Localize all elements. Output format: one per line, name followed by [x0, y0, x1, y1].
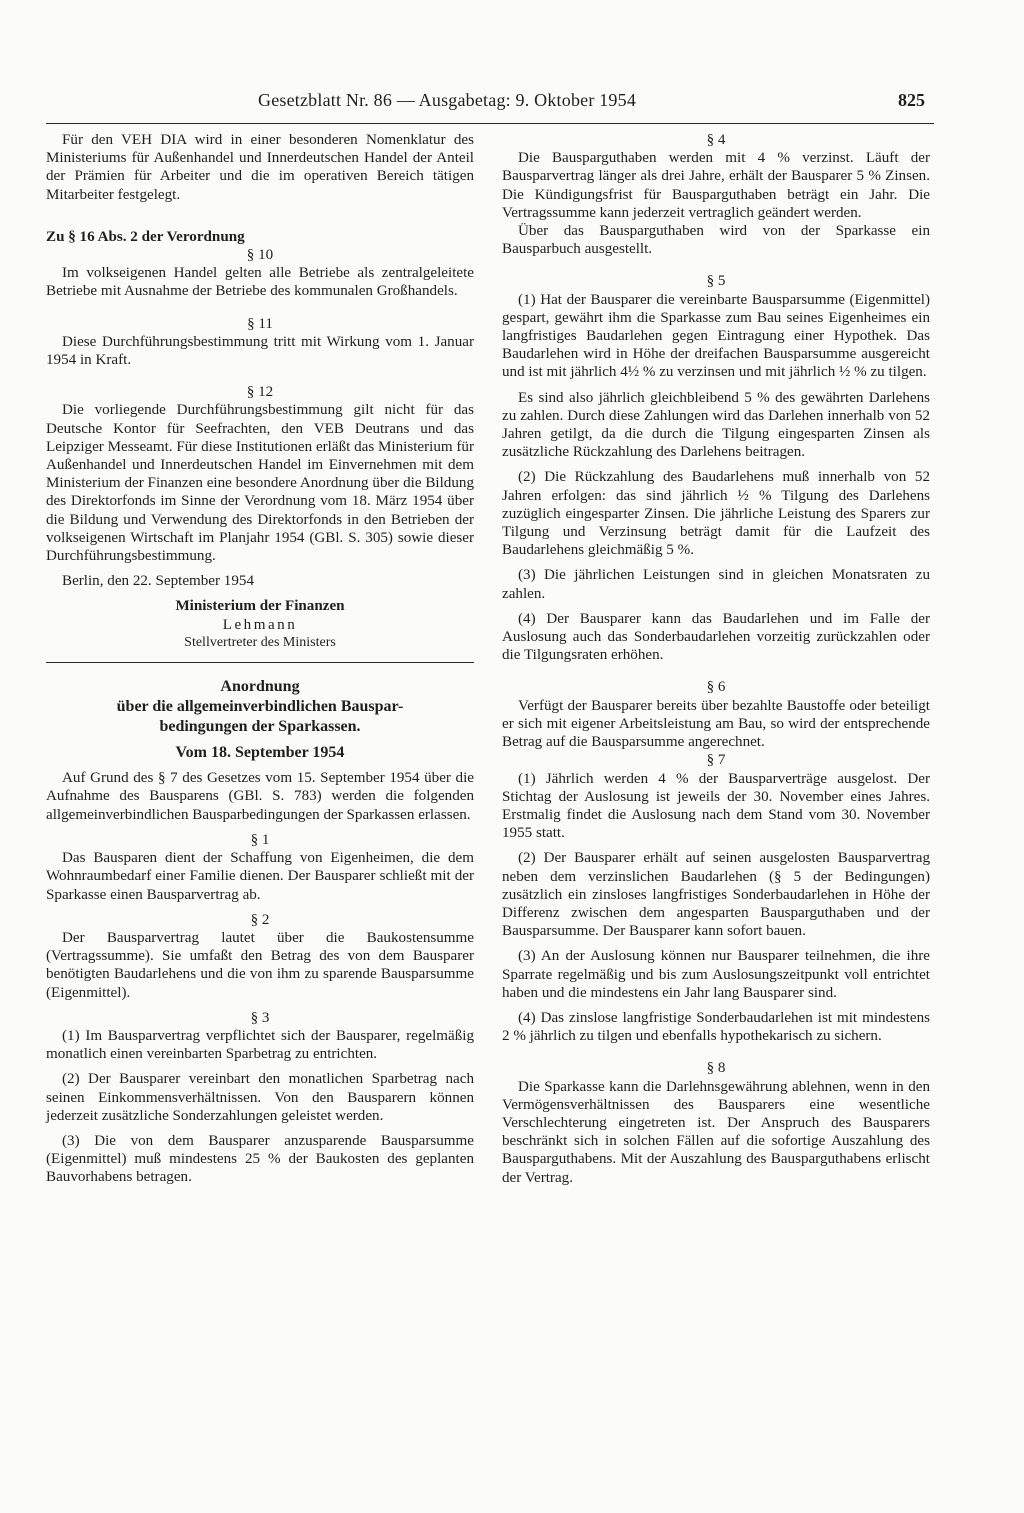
- section-11-heading: § 11: [247, 315, 273, 332]
- anordnung-title-line-1: Anordnung: [220, 678, 300, 696]
- section-8-heading: § 8: [706, 1060, 726, 1077]
- anordnung-title-line-2: über die allgemeinverbindlichen Bauspar-: [116, 698, 404, 716]
- section-12-heading: § 12: [246, 384, 274, 401]
- page-header: [0, 90, 1024, 120]
- section-5-para-2: Es sind also jährlich gleichbleibend 5 % des gewährten Darlehens zu zahlen. Durch diese Zahlungen wird das Darlehen innerhalb von 52 Jahren getilgt, da die durch die Tilgung eingesparten Zinsen als zusätzliche Rückzahlung des Darlehens beitragen.: [502, 389, 930, 461]
- section-3-heading: § 3: [250, 1009, 270, 1026]
- section-7-heading: § 7: [706, 752, 726, 769]
- anordnung-title-line-3: bedingungen der Sparkassen.: [159, 718, 361, 736]
- section-6-text: Verfügt der Bausparer bereits über bezahlte Baustoffe oder beteiligt er sich mit eigener Arbeitsleistung am Bau, so wird der entsprechende Betrag auf die Bausparsumme angerechnet.: [502, 697, 930, 751]
- section-10-text: Im volkseigenen Handel gelten alle Betriebe als zentralgeleitete Betriebe mit Ausnahme der Betriebe des kommunalen Großhandels.: [46, 265, 474, 300]
- header-rule: [46, 123, 934, 124]
- section-2-heading: § 2: [250, 911, 270, 928]
- section-7-para-4: (4) Das zinslose langfristige Sonderbaudarlehen ist mit mindestens 2 % jährlich zu tilgen und ebenfalls hypothekarisch zu sichern.: [502, 1009, 930, 1045]
- section-7-para-1: (1) Jährlich werden 4 % der Bausparverträge ausgelost. Der Stichtag der Auslosung ist jeweils der 30. November eines Jahres. Erstmalig findet die Auslosung nach dem Stand vom 30. November 1955 statt.: [502, 770, 930, 842]
- header-title: Gesetzblatt Nr. 86 — Ausgabetag: 9. Oktober 1954: [258, 90, 637, 110]
- section-1-heading: § 1: [250, 831, 270, 848]
- section-10-heading: § 10: [246, 247, 274, 264]
- section-5-para-3: (2) Die Rückzahlung des Baudarlehens muß innerhalb von 52 Jahren erfolgen: das sind jährlich ½ % Tilgung des Darlehens zuzüglich eingesparter Zinsen. Die jährliche Leistung des Sparers zur Tilgung und Verzinsung beträgt damit für die Laufzeit des Baudarlehens gleichmäßig 5 %.: [502, 469, 930, 559]
- section-4-heading: § 4: [706, 132, 726, 148]
- section-divider: [46, 662, 474, 663]
- signer-role: Stellvertreter des Ministers: [184, 634, 336, 650]
- ministry-name: Ministerium der Finanzen: [175, 598, 345, 615]
- section-2-text: Der Bausparvertrag lautet über die Baukostensumme (Vertragssumme). Sie umfaßt den Betrag des von dem Bausparer benötigten Baudarlehens und die von ihm zu sparende Bausparsumme (Eigenmittel).: [46, 929, 474, 1001]
- anordnung-date: Vom 18. September 1954: [175, 744, 345, 762]
- section-3-para-1: (1) Im Bausparvertrag verpflichtet sich der Bausparer, regelmäßig monatlich einen vereinbarten Sparbetrag zu entrichten.: [46, 1027, 474, 1063]
- section-12-text: Die vorliegende Durchführungsbestimmung gilt nicht für das Deutsche Kontor für Seefrachten, den VEB Deutrans und das Leipziger Messeamt. Für diese Institutionen erläßt das Ministerium für Außenhandel und Innerdeutschen Handel im Einvernehmen mit dem Ministerium der Finanzen eine besondere Anordnung über die Bildung des Direktorfonds im Sinne der Verordnung vom 18. März 1954 über die Bildung und Verwendung des Direktorfonds in den Betrieben der volkseigenen Wirtschaft im Planjahr 1954 (GBl. S. 305) sowie dieser Durchführungsbestimmung.: [46, 402, 474, 565]
- section-5-para-1: (1) Hat der Bausparer die vereinbarte Bausparsumme (Eigenmittel) gespart, gewährt ihm die Sparkasse zum Bau seines Eigenheimes ein langfristiges Baudarlehen gegen Eintragung einer Hypothek. Das Baudarlehen wird in Höhe der dreifachen Bausparsumme ausgereicht und ist mit jährlich 4½ % zu verzinsen und mit jährlich ½ % zu tilgen.: [502, 291, 930, 381]
- section-5-para-5: (4) Der Bausparer kann das Baudarlehen und im Falle der Auslosung auch das Sonderbaudarlehen vorzeitig zurückzahlen oder die Tilgungsraten erhöhen.: [502, 610, 930, 664]
- section-5-para-4: (3) Die jährlichen Leistungen sind in gleichen Monatsraten zu zahlen.: [502, 567, 930, 602]
- section-11-text: Diese Durchführungsbestimmung tritt mit Wirkung vom 1. Januar 1954 in Kraft.: [46, 333, 474, 369]
- section-3-para-2: (2) Der Bausparer vereinbart den monatlichen Sparbetrag nach seinen Einkommensverhältnissen. Von den Bausparern können jederzeit zusätzliche Sonderzahlungen geleistet werden.: [46, 1071, 474, 1124]
- signer-name: Lehmann: [222, 616, 298, 633]
- section-6-heading: § 6: [706, 679, 726, 696]
- section-7-para-2: (2) Der Bausparer erhält auf seinen ausgelosten Bausparvertrag neben dem verzinslichen Baudarlehen (§ 5 der Bedingungen) zusätzlich ein zinsloses langfristiges Sonderbaudarlehen in Höhe der Differenz zwischen dem angesparten Bausparguthaben und der Bausparsumme. Der Bausparer kann sofort bauen.: [502, 850, 930, 940]
- section-4-para-1: Die Bausparguthaben werden mit 4 % verzinst. Läuft der Bausparvertrag länger als drei Jahre, erhält der Bausparer 5 % Zinsen. Die Kündigungsfrist für Bausparguthaben beträgt ein Jahr. Die Vertragssumme kann jederzeit vertraglich geändert werden.: [502, 150, 930, 221]
- anordnung-title: [46, 677, 474, 737]
- date-line: Berlin, den 22. September 1954: [62, 573, 254, 590]
- zu-section-heading: Zu § 16 Abs. 2 der Verordnung: [46, 228, 245, 245]
- section-7-para-3: (3) An der Auslosung können nur Bausparer teilnehmen, die ihre Sparrate regelmäßig und bis zum Auslosungszeitpunkt voll entrichtet haben und die mindestens ein Jahr lang Bausparer sind.: [502, 948, 930, 1001]
- section-8-text: Die Sparkasse kann die Darlehnsgewährung ablehnen, wenn in den Vermögensverhältnissen des Bausparers eine wesentliche Verschlechterung eingetreten ist. Der Anspruch des Bausparers beschränkt sich in solchen Fällen auf die sofortige Auszahlung des Bausparguthabens. Mit der Auszahlung des Bausparguthabens erlischt der Vertrag.: [502, 1078, 930, 1186]
- left-column: [46, 131, 474, 1187]
- page-number: 825: [898, 90, 925, 110]
- section-4-para-2: Über das Bausparguthaben wird von der Sparkasse ein Bausparbuch ausgestellt.: [502, 223, 930, 258]
- preamble: Auf Grund des § 7 des Gesetzes vom 15. September 1954 über die Aufnahme des Bausparens (GBl. S. 783) werden die folgenden allgemeinverbindlichen Bausparbedingungen der Sparkassen erlassen.: [46, 770, 474, 823]
- section-3-para-3: (3) Die von dem Bausparer anzusparende Bausparsumme (Eigenmittel) muß mindestens 25 % der Baukosten des geplanten Bauvorhabens betragen.: [46, 1132, 474, 1186]
- section-5-heading: § 5: [706, 273, 726, 290]
- right-column: [502, 131, 930, 1187]
- section-1-text: Das Bausparen dient der Schaffung von Eigenheimen, die dem Wohnraumbedarf einer Familie dienen. Der Bausparer schließt mit der Sparkasse einen Bausparvertrag ab.: [46, 850, 474, 903]
- intro-paragraph: Für den VEH DIA wird in einer besonderen Nomenklatur des Ministeriums für Außenhandel und Innerdeutschen Handel der Anteil der Prämien für Arbeiter und die im operativen Bereich tätigen Mitarbeiter festgelegt.: [46, 132, 474, 203]
